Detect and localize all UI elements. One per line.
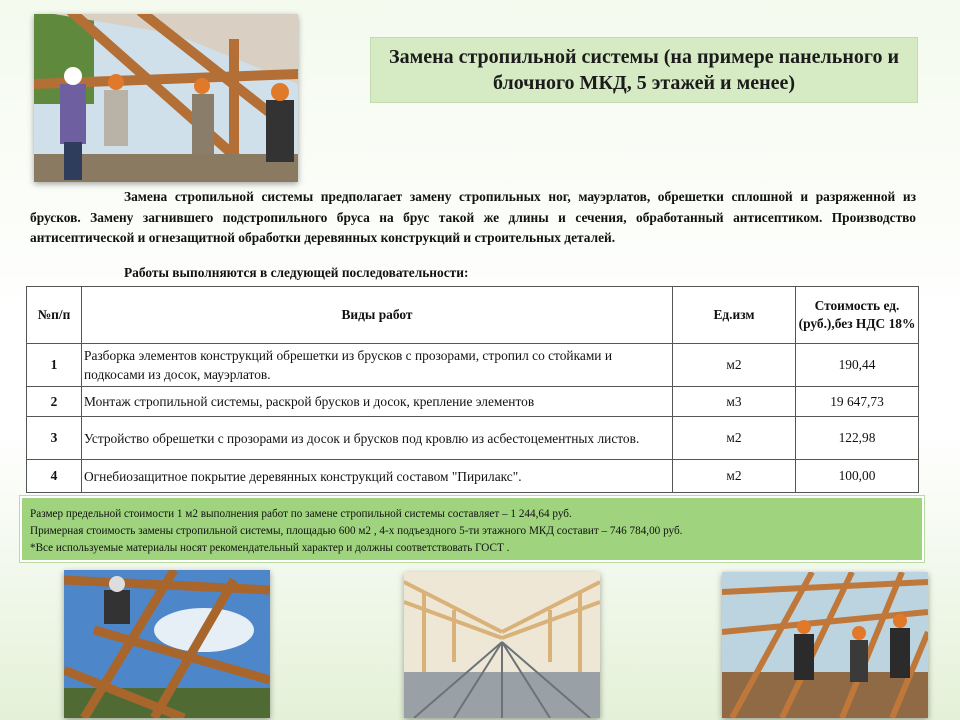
header-price: Стоимость ед. (руб.),без НДС 18% <box>796 287 919 344</box>
photo-rafters-sky <box>64 570 270 718</box>
row-work: Монтаж стропильной системы, раскрой брусков и досок, крепление элементов <box>82 387 673 417</box>
photo-attic-interior <box>404 572 600 718</box>
works-table <box>26 286 919 493</box>
row-unit: м2 <box>673 460 796 493</box>
intro-paragraph: Замена стропильной системы предполагает замену стропильных ног, мауэрлатов, обрешетки сплошной и разряженной из брусков. Замену загнившего подстропильного бруса на брус такой же длины и сечения, обработанный антисептиком. Производство антисептической и огнезащитной обработки деревянных конструкций и строительных деталей. <box>30 189 916 245</box>
row-price: 100,00 <box>796 460 919 493</box>
header-num: №п/п <box>27 287 82 344</box>
summary-box <box>20 496 924 562</box>
row-unit: м2 <box>673 344 796 387</box>
row-work: Разборка элементов конструкций обрешетки из брусков с прозорами, стропил со стойками и подкосами из досок, мауэрлатов. <box>82 344 673 387</box>
summary-approx-cost: Примерная стоимость замены стропильной системы, площадью 600 м2 , 4-х подъездного 5-ти этажного МКД составит – 746 784,00 руб. <box>30 525 683 537</box>
row-unit: м2 <box>673 417 796 460</box>
header-work: Виды работ <box>82 287 673 344</box>
photo-rafters-workers <box>34 14 298 182</box>
table-row <box>27 460 919 493</box>
photo-roof-frame-workers <box>722 572 928 718</box>
table-row <box>27 387 919 417</box>
row-work: Огнебиозащитное покрытие деревянных конструкций составом "Пирилакс". <box>82 460 673 493</box>
page-title-text: Замена стропильной системы (на примере панельного и блочного МКД, 5 этажей и менее) <box>389 46 899 94</box>
row-work: Устройство обрешетки с прозорами из досок и брусков под кровлю из асбестоцементных листов. <box>82 417 673 460</box>
row-num: 2 <box>27 387 82 417</box>
summary-materials-note: *Все используемые материалы носят рекомендательный характер и должны соответствовать ГОСТ . <box>30 542 510 554</box>
row-price: 19 647,73 <box>796 387 919 417</box>
row-price: 190,44 <box>796 344 919 387</box>
row-price: 122,98 <box>796 417 919 460</box>
table-row <box>27 344 919 387</box>
table-row <box>27 417 919 460</box>
row-num: 4 <box>27 460 82 493</box>
sequence-label: Работы выполняются в следующей последовательности: <box>124 265 469 280</box>
summary-max-cost: Размер предельной стоимости 1 м2 выполнения работ по замене стропильной системы составляет – 1 244,64 руб. <box>30 508 572 520</box>
row-num: 3 <box>27 417 82 460</box>
page-title <box>370 37 918 103</box>
table-header-row <box>27 287 919 344</box>
header-unit: Ед.изм <box>673 287 796 344</box>
row-num: 1 <box>27 344 82 387</box>
row-unit: м3 <box>673 387 796 417</box>
